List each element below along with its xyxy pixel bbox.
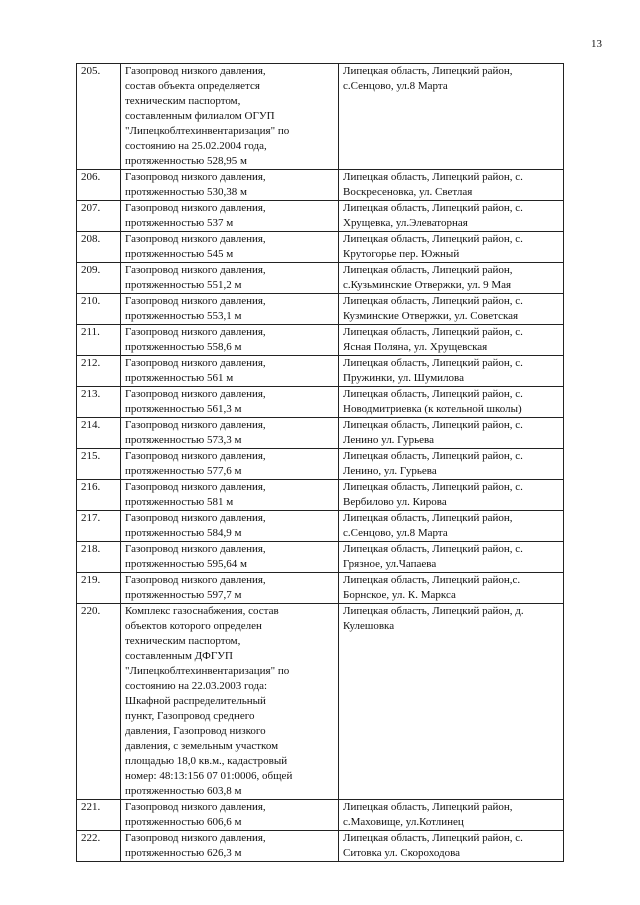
- table-row: [77, 294, 564, 325]
- object-description-cell: [121, 449, 339, 480]
- object-location: Липецкая область, Липецкий район, с. Хрущевка, ул.Элеваторная: [343, 202, 523, 229]
- object-location: Липецкая область, Липецкий район, с.Кузьминские Отвержки, ул. 9 Мая: [343, 264, 513, 291]
- object-description-cell: [121, 480, 339, 511]
- object-description-cell: [121, 232, 339, 263]
- row-number: 212.: [81, 357, 101, 369]
- object-location: Липецкая область, Липецкий район, с. Ленино, ул. Гурьева: [343, 450, 523, 477]
- object-description-cell: [121, 356, 339, 387]
- object-description: Газопровод низкого давления, протяженностью 530,38 м: [125, 171, 266, 198]
- object-description: Газопровод низкого давления, протяженностью 561,3 м: [125, 388, 266, 415]
- object-location: Липецкая область, Липецкий район, с.Сенцово, ул.8 Марта: [343, 512, 513, 539]
- object-description: Газопровод низкого давления, протяженностью 626,3 м: [125, 832, 266, 859]
- table-row: [77, 449, 564, 480]
- row-number: 219.: [81, 574, 101, 586]
- row-number: 206.: [81, 171, 101, 183]
- table-row: [77, 263, 564, 294]
- object-description-cell: [121, 831, 339, 862]
- object-location: Липецкая область, Липецкий район, с. Ленино ул. Гурьева: [343, 419, 523, 446]
- row-number-cell: [77, 387, 121, 418]
- object-description: Газопровод низкого давления, протяженностью 561 м: [125, 357, 266, 384]
- object-description-cell: [121, 294, 339, 325]
- row-number: 214.: [81, 419, 101, 431]
- object-description-cell: [121, 800, 339, 831]
- row-number-cell: [77, 356, 121, 387]
- object-location-cell: [339, 800, 564, 831]
- row-number: 217.: [81, 512, 101, 524]
- row-number-cell: [77, 263, 121, 294]
- row-number: 216.: [81, 481, 101, 493]
- table-row: [77, 201, 564, 232]
- row-number: 215.: [81, 450, 101, 462]
- row-number: 205.: [81, 65, 101, 77]
- object-location-cell: [339, 325, 564, 356]
- row-number-cell: [77, 800, 121, 831]
- registry-table-body: [77, 64, 564, 862]
- table-row: [77, 604, 564, 800]
- table-row: [77, 480, 564, 511]
- object-location-cell: [339, 294, 564, 325]
- object-location-cell: [339, 64, 564, 170]
- object-description: Газопровод низкого давления, протяженностью 551,2 м: [125, 264, 266, 291]
- table-row: [77, 542, 564, 573]
- object-description: Газопровод низкого давления, протяженностью 573,3 м: [125, 419, 266, 446]
- row-number-cell: [77, 64, 121, 170]
- row-number: 209.: [81, 264, 101, 276]
- object-description: Газопровод низкого давления, протяженностью 584,9 м: [125, 512, 266, 539]
- object-description-cell: [121, 604, 339, 800]
- object-description: Газопровод низкого давления, протяженностью 606,6 м: [125, 801, 266, 828]
- table-row: [77, 64, 564, 170]
- object-location: Липецкая область, Липецкий район, с. Ясная Поляна, ул. Хрущевская: [343, 326, 523, 353]
- table-row: [77, 418, 564, 449]
- object-description: Газопровод низкого давления, протяженностью 597,7 м: [125, 574, 266, 601]
- registry-table: [76, 63, 564, 862]
- object-description-cell: [121, 263, 339, 294]
- object-description: Газопровод низкого давления, протяженностью 537 м: [125, 202, 266, 229]
- table-row: [77, 511, 564, 542]
- object-description: Комплекс газоснабжения, состав объектов которого определен техническим паспортом, составленным ДФГУП "Липецкоблтехинвентаризация" по состоянию на 22.03.2003 года: Шкафной распределительный пункт, Газопровод среднего давления, Газопровод низкого давления, с земельным участком площадью 18,0 кв.м., кадастровый номер: 48:13:156 07 01:0006, общей протяженностью 603,8 м: [125, 605, 293, 797]
- row-number-cell: [77, 232, 121, 263]
- object-description: Газопровод низкого давления, протяженностью 581 м: [125, 481, 266, 508]
- row-number-cell: [77, 449, 121, 480]
- object-description-cell: [121, 170, 339, 201]
- object-location: Липецкая область, Липецкий район, с. Крутогорье пер. Южный: [343, 233, 523, 260]
- table-row: [77, 387, 564, 418]
- object-location: Липецкая область, Липецкий район, с. Воскресеновка, ул. Светлая: [343, 171, 523, 198]
- row-number: 210.: [81, 295, 101, 307]
- row-number: 207.: [81, 202, 101, 214]
- row-number: 222.: [81, 832, 101, 844]
- object-location-cell: [339, 480, 564, 511]
- object-description-cell: [121, 387, 339, 418]
- object-location: Липецкая область, Липецкий район, с.Маховище, ул.Котлинец: [343, 801, 513, 828]
- object-location-cell: [339, 449, 564, 480]
- object-location-cell: [339, 831, 564, 862]
- row-number-cell: [77, 573, 121, 604]
- object-location: Липецкая область, Липецкий район,с. Борнское, ул. К. Маркса: [343, 574, 521, 601]
- row-number-cell: [77, 511, 121, 542]
- row-number-cell: [77, 325, 121, 356]
- row-number: 213.: [81, 388, 101, 400]
- object-location: Липецкая область, Липецкий район, с.Сенцово, ул.8 Марта: [343, 65, 513, 92]
- object-location: Липецкая область, Липецкий район, с. Ситовка ул. Скороходова: [343, 832, 523, 859]
- row-number: 221.: [81, 801, 101, 813]
- object-location-cell: [339, 418, 564, 449]
- table-row: [77, 831, 564, 862]
- object-location: Липецкая область, Липецкий район, д. Кулешовка: [343, 605, 524, 632]
- table-row: [77, 325, 564, 356]
- object-description: Газопровод низкого давления, протяженностью 558,6 м: [125, 326, 266, 353]
- object-location-cell: [339, 542, 564, 573]
- row-number-cell: [77, 201, 121, 232]
- object-location-cell: [339, 170, 564, 201]
- object-location-cell: [339, 232, 564, 263]
- object-description: Газопровод низкого давления, состав объекта определяется техническим паспортом, составленным филиалом ОГУП "Липецкоблтехинвентаризация" по состоянию на 25.02.2004 года, протяженностью 528,95 м: [125, 65, 290, 167]
- row-number: 218.: [81, 543, 101, 555]
- row-number-cell: [77, 542, 121, 573]
- row-number-cell: [77, 831, 121, 862]
- object-location-cell: [339, 201, 564, 232]
- table-row: [77, 356, 564, 387]
- row-number: 211.: [81, 326, 100, 338]
- row-number-cell: [77, 294, 121, 325]
- object-location-cell: [339, 573, 564, 604]
- object-description-cell: [121, 325, 339, 356]
- object-description-cell: [121, 201, 339, 232]
- table-row: [77, 232, 564, 263]
- object-location: Липецкая область, Липецкий район, с. Новодмитриевка (к котельной школы): [343, 388, 523, 415]
- object-location: Липецкая область, Липецкий район, с. Вербилово ул. Кирова: [343, 481, 523, 508]
- object-description-cell: [121, 573, 339, 604]
- object-location: Липецкая область, Липецкий район, с. Грязное, ул.Чапаева: [343, 543, 523, 570]
- object-location-cell: [339, 356, 564, 387]
- object-location-cell: [339, 604, 564, 800]
- object-description: Газопровод низкого давления, протяженностью 553,1 м: [125, 295, 266, 322]
- table-row: [77, 170, 564, 201]
- row-number: 220.: [81, 605, 101, 617]
- object-description: Газопровод низкого давления, протяженностью 545 м: [125, 233, 266, 260]
- table-row: [77, 573, 564, 604]
- object-location: Липецкая область, Липецкий район, с. Кузминские Отвержки, ул. Советская: [343, 295, 523, 322]
- object-description-cell: [121, 542, 339, 573]
- row-number: 208.: [81, 233, 101, 245]
- row-number-cell: [77, 418, 121, 449]
- object-description: Газопровод низкого давления, протяженностью 595,64 м: [125, 543, 266, 570]
- object-location-cell: [339, 387, 564, 418]
- page-number: 13: [591, 38, 602, 50]
- row-number-cell: [77, 604, 121, 800]
- object-location-cell: [339, 263, 564, 294]
- object-location-cell: [339, 511, 564, 542]
- object-location: Липецкая область, Липецкий район, с. Пружинки, ул. Шумилова: [343, 357, 523, 384]
- object-description: Газопровод низкого давления, протяженностью 577,6 м: [125, 450, 266, 477]
- object-description-cell: [121, 64, 339, 170]
- object-description-cell: [121, 418, 339, 449]
- row-number-cell: [77, 480, 121, 511]
- row-number-cell: [77, 170, 121, 201]
- table-row: [77, 800, 564, 831]
- object-description-cell: [121, 511, 339, 542]
